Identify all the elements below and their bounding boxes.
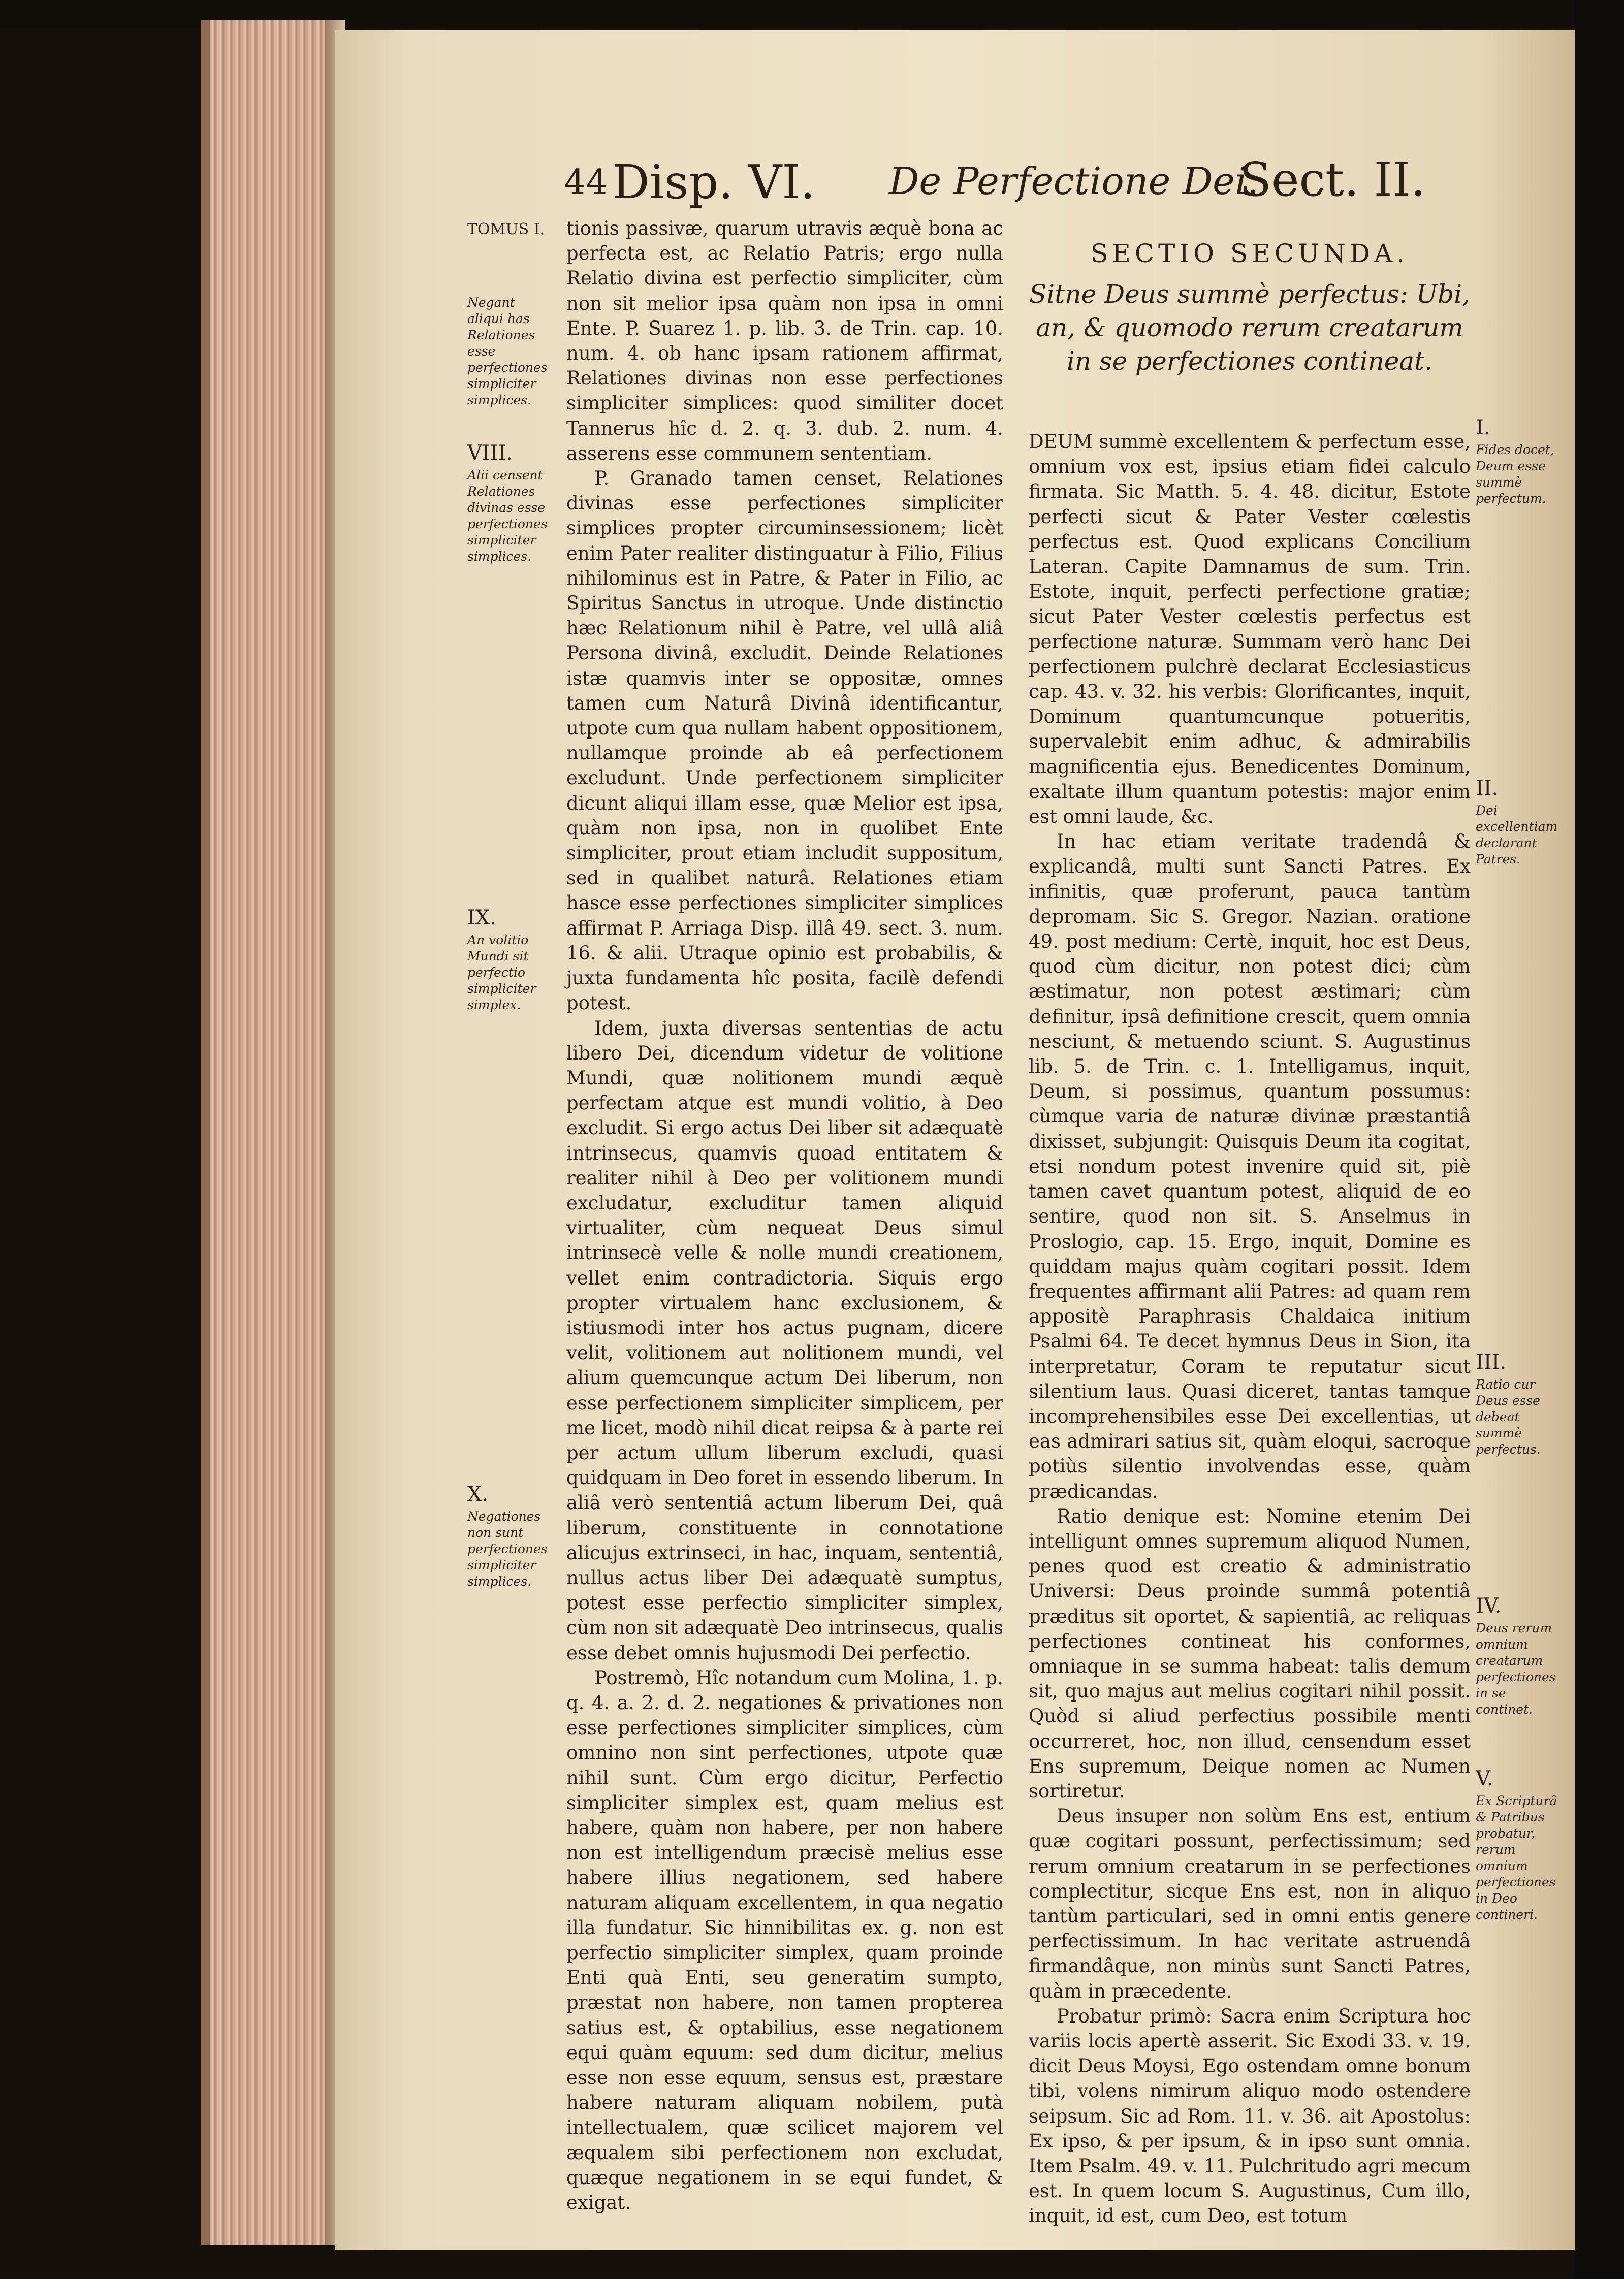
margin-note-text: Fides docet, Deum esse summè perfectum. [1476, 442, 1554, 506]
margin-note-i [1476, 416, 1565, 507]
paragraph: Probatur primò: Sacra enim Scriptura hoc variis locis apertè asserit. Sic Exodi 33. v. 19. dicit Deus Moysi, Ego ostendam omne bonum tibi, volens nimirum aliquo modo ostendere seipsum. Sic ad Rom. 11. v. 36. ait Apostolus: Ex ipso, & per ipsum, & in ipso sunt omnia. Item Psalm. 49. v. 11. Pulchritudo agri mecum est. In quem locum S. Augustinus, Cum illo, inquit, id est, cum Deo, est totum [1029, 2005, 1471, 2227]
margin-note-number: IX. [467, 906, 496, 929]
margin-note-viii [467, 442, 554, 565]
paragraph: Deus insuper non solùm Ens est, entium quæ cogitari possunt, perfectissimum; sed rerum omnium creatarum in se perfectiones complectitur, sicque Ens est, non in aliquo tantùm particulari, sed in omni entis genere perfectissimum. In hac veritate astruendâ firmandâque, non minùs sunt Sancti Patres, quàm in præcedente. [1029, 1805, 1471, 2002]
margin-note-text: Ex Scripturâ & Patribus probatur, rerum omnium perfectiones in Deo contineri. [1476, 1793, 1557, 1922]
page-number: 44 [564, 163, 608, 203]
right-shadow [1575, 0, 1624, 2279]
paragraph: tionis passivæ, quarum utravis æquè bona ac perfecta est, ac Relatio Patris; ergo nulla Relatio divina est perfectio simpliciter, cùm non sit melior ipsa quàm non ipsa in omni Ente. P. Suarez 1. p. lib. 3. de Trin. cap. 10. num. 4. ob hanc ipsam rationem affirmat, Relationes divinas non esse perfectiones simpliciter simplices: quod similiter docet Tannerus hîc d. 2. q. 3. dub. 2. num. 4. asserens esse communem sententiam. [566, 217, 1003, 464]
margin-note-number: V. [1476, 1767, 1493, 1790]
paragraph: In hac etiam veritate tradendâ & explicandâ, multi sunt Sancti Patres. Ex infinitis, quæ proferunt, pauca tantùm depromam. Sic S. Gregor. Nazian. oratione 49. post medium: Certè, inquit, hoc est Deus, quod cùm dicitur, non potest dici; cùm æstimatur, non potest æstimari; cùm definitur, ipsâ definitione crescit, quem omnia nesciunt, & metuendo sciunt. S. Augustinus lib. 5. de Trin. c. 1. Intelligamus, inquit, Deum, si possimus, quantum possumus: cùmque varia de naturæ divinæ præstantiâ dixisset, subjungit: Quisquis Deum ita cogitat, etsi nondum potest invenire quid sit, piè tamen cavet quantum potest, aliquid de eo sentire, quod non sit. S. Anselmus in Proslogio, cap. 15. Ergo, inquit, Domine es quiddam majus quàm cogitari possit. Idem frequentes affirmant alii Patres: ad quam rem appositè Paraphrasis Chaldaica initium Psalmi 64. Te decet hymnus Deus in Sion, ita interpretatur, Coram te reputatur sicut silentium laus. Quasi diceret, tantas tamque incomprehensibiles esse Dei excellentias, ut eas admirari satius sit, quàm eloqui, sacroque potiùs silentio involvendas esse, quàm prædicandas. [1029, 830, 1471, 1502]
margin-note-text: Ratio cur Deus esse debeat summè perfectus. [1476, 1377, 1541, 1457]
margin-note-number: TOMUS I. [467, 220, 545, 238]
margin-note-v [1476, 1768, 1565, 1923]
margin-note-tomus [467, 218, 554, 244]
disputatio-label: Disp. VI. [612, 155, 815, 209]
margin-note-number: III. [1476, 1351, 1507, 1374]
margin-note-number: II. [1476, 777, 1499, 800]
margin-note-text: Alii censent Relationes divinas esse perfectiones simpliciter simplices. [467, 468, 548, 564]
left-column [566, 216, 1003, 2215]
margin-note-number: X. [467, 1483, 489, 1506]
section-label: Sect. II. [1239, 152, 1426, 207]
margin-note-text: An volitio Mundi sit perfectio simpliciter simplex. [467, 933, 536, 1012]
paragraph: Ratio denique est: Nomine etenim Dei intelligunt omnes supremum aliquod Numen, penes quod est creatio & administratio Universi: Deus proinde summâ potentiâ præditus sit oportet, & sapientiâ, ac reliquas perfectiones contineat his conformes, omniaque in se summa habeat: talis demum sit, quo majus aut melius cogitari nihil possit. Quòd si aliud perfectius possibile menti occurreret, hoc, non illud, censendum esset Ens supremum, Deique nomen ac Numen sortiretur. [1029, 1505, 1471, 1802]
paragraph: P. Granado tamen censet, Relationes divinas esse perfectiones simpliciter simplices propter circuminsessionem; licèt enim Pater realiter distinguatur à Filio, Filius nihilominus est in Patre, & Pater in Filio, ac Spiritus Sanctus in utroque. Unde distinctio hæc Relationum nihil è Patre, vel ullâ aliâ Persona divinâ, excludit. Deinde Relationes istæ quamvis inter se oppositæ, omnes tamen cum Naturâ Divinâ identificantur, utpote cum qua nullam habent oppositionem, nullamque proinde ab eâ perfectionem excludunt. Unde perfectionem simpliciter dicunt aliqui illam esse, quæ Melior est ipsa, quàm non ipsa, non in quolibet Ente simpliciter, prout etiam includit suppositum, sed in qualibet naturâ. Relationes etiam hasce esse perfectiones simpliciter simplices affirmat P. Arriaga Disp. illâ 49. sect. 3. num. 16. & alii. Utraque opinio est probabilis, & juxta fundamenta hîc posita, facilè defendi potest. [566, 467, 1003, 1014]
margin-note-iii [1476, 1351, 1565, 1458]
paragraph: DEUM summè excellentem & perfectum esse, omnium vox est, ipsius etiam fidei calculo firmata. Sic Matth. 5. 4. 48. dicitur, Estote perfecti sicut & Pater Vester cœlestis perfectus est. Quod explicans Concilium Lateran. Capite Damnamus de sum. Trin. Estote, inquit, perfecti perfectione gratiæ; sicut Pater Vester cœlestis perfectus est perfectione naturæ. Summam verò hanc Dei perfectionem pulchrè declarat Ecclesiasticus cap. 43. v. 32. his verbis: Glorificantes, inquit, Dominum quantumcunque potueritis, supervalebit enim adhuc, & admirabilis magnificentia ejus. Benedicentes Dominum, exaltate illum quantum potestis: major enim est omni laude, &c. [1029, 431, 1471, 828]
margin-note-negant [467, 295, 554, 408]
margin-note-number: I. [1476, 416, 1490, 439]
section-title: SECTIO SECUNDA. [1091, 239, 1409, 268]
right-column [1029, 429, 1471, 2229]
margin-note-text: Negant aliqui has Relationes esse perfectiones simpliciter simplices. [467, 295, 548, 407]
paragraph: Postremò, Hîc notandum cum Molina, 1. p. q. 4. a. 2. d. 2. negationes & privationes non esse perfectiones simpliciter simplices, cùm omnino non sint perfectiones, utpote quæ nihil sunt. Cùm ergo dicitur, Perfectio simpliciter simplex est, quam melius est habere, quàm non habere, per non habere non est intelligendum præcisè melius esse habere illius negationem, sed habere naturam aliquam excellentem, in qua negatio illa fundatur. Sic hinnibilitas ex. g. non est perfectio simpliciter simplex, quam proinde Enti quà Enti, seu generatim sumpto, præstat non habere, non tamen propterea satius est, & optabilius, esse negationem equi quàm equum: sed dum dicitur, melius esse non esse equum, sensus est, præstare habere naturam aliquam nobilem, putà intellectualem, quæ scilicet majorem vel æqualem sibi perfectionem non excludat, quæque negationem in se equi fundet, & exigat. [566, 1666, 1003, 2214]
margin-note-number: IV. [1476, 1594, 1502, 1618]
page-edges [201, 20, 342, 2245]
paragraph: Idem, juxta diversas sententias de actu libero Dei, dicendum videtur de volitione Mundi, quæ nolitionem mundi æquè perfectam atque est mundi volitio, à Deo excludit. Si ergo actus Dei liber sit adæquatè intrinsecus, quamvis quoad entitatem & realiter nihil à Deo per volitionem mundi excludatur, excluditur tamen aliquid virtualiter, cùm nequeat Deus simul intrinsecè velle & nolle mundi creationem, vellet enim contradictoria. Siquis ergo propter virtualem hanc exclusionem, & istiusmodi inter hos actus pugnam, dicere velit, volitionem aut nolitionem mundi, vel alium quemcunque actum Dei liberum, non esse perfectionem simpliciter simplicem, per me licet, modò nihil dicat reipsa & à parte rei per actum ullum liberum excludi, quasi quidquam in Deo foret in essendo liberum. In aliâ verò sententiâ actum liberum Dei, quâ liberum, constituente in connotatione alicujus extrinseci, in hac, inquam, sententiâ, nullus actus liber Dei adæquatè sumptus, potest esse perfectio simpliciter simplex, cùm non sit adæquatè Deo intrinsecus, qualis esse debet omnis hujusmodi Dei perfectio. [566, 1017, 1003, 1664]
margin-note-number: VIII. [467, 441, 513, 465]
running-header [564, 152, 1427, 213]
margin-note-ii [1476, 777, 1565, 868]
margin-note-text: Deus rerum omnium creatarum perfectiones in se continet. [1476, 1621, 1556, 1717]
margin-note-text: Negationes non sunt perfectiones simpliciter simplices. [467, 1509, 548, 1589]
section-subtitle: Sitne Deus summè perfectus: Ubi, an, & quomodo rerum creatarum in se perfectiones contineat. [1029, 279, 1470, 376]
section-heading [1029, 239, 1471, 378]
margin-note-iv [1476, 1595, 1565, 1718]
header-title: De Perfectione Dei. [889, 159, 1259, 203]
margin-note-ix [467, 907, 554, 1013]
margin-note-text: Dei excellentiam declarant Patres. [1476, 803, 1558, 866]
margin-note-x [467, 1483, 554, 1590]
